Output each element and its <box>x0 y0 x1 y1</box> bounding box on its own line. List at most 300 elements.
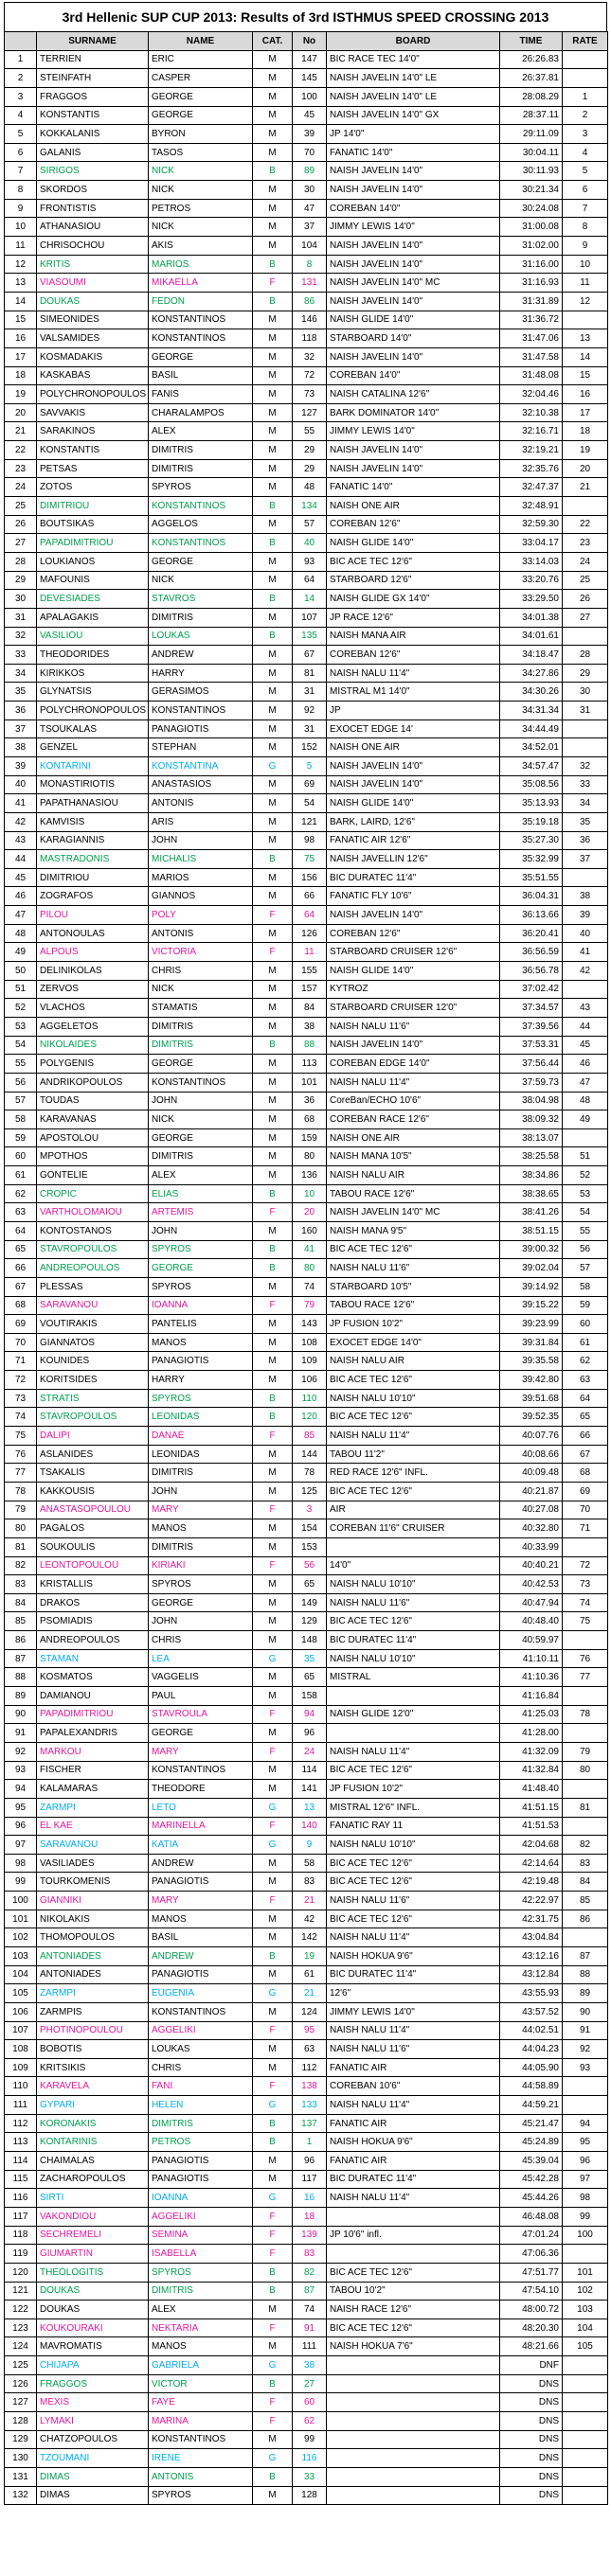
board-cell: BIC DURATEC 11'4" <box>327 2170 500 2189</box>
surname-cell: KARAGIANNIS <box>37 831 149 850</box>
number-cell: 40 <box>293 534 327 553</box>
rate-cell: 12 <box>563 292 608 311</box>
rate-cell: 68 <box>563 1464 608 1483</box>
rate-cell <box>563 738 608 757</box>
rank-cell: 86 <box>5 1631 37 1650</box>
name-cell: MANOS <box>149 1910 253 1928</box>
number-cell: 74 <box>293 1277 327 1296</box>
table-row <box>5 868 608 887</box>
header-number: No <box>293 32 327 51</box>
table-row <box>5 2486 608 2505</box>
board-cell: NAISH GLIDE 14'0" <box>327 962 500 981</box>
name-cell: MICHALIS <box>149 850 253 869</box>
rate-cell: 7 <box>563 199 608 218</box>
category-cell: M <box>253 329 293 348</box>
category-cell: F <box>253 1501 293 1519</box>
rank-cell: 33 <box>5 646 37 665</box>
board-cell: BIC ACE TEC 12'6" <box>327 1761 500 1780</box>
rate-cell: 53 <box>563 1184 608 1203</box>
board-cell: MISTRAL 12'6" INFL. <box>327 1798 500 1817</box>
rate-cell: 8 <box>563 218 608 237</box>
rank-cell: 50 <box>5 962 37 981</box>
category-cell: M <box>253 1128 293 1147</box>
name-cell: VICTOR <box>149 2374 253 2393</box>
number-cell: 86 <box>293 292 327 311</box>
table-row <box>5 218 608 237</box>
time-cell: 38:51.15 <box>500 1222 563 1241</box>
board-cell: STARBOARD CRUISER 12'0" <box>327 999 500 1018</box>
number-cell: 45 <box>293 106 327 125</box>
rate-cell <box>563 1780 608 1799</box>
table-row <box>5 571 608 590</box>
rank-cell: 19 <box>5 385 37 404</box>
number-cell: 117 <box>293 2170 327 2189</box>
category-cell: M <box>253 1222 293 1241</box>
category-cell: B <box>253 1946 293 1965</box>
table-row <box>5 1036 608 1055</box>
name-cell: ANDREW <box>149 1854 253 1873</box>
name-cell: VICTORIA <box>149 943 253 962</box>
category-cell: M <box>253 1464 293 1483</box>
name-cell: KONSTANTINOS <box>149 2002 253 2021</box>
surname-cell: KARAVANAS <box>37 1110 149 1129</box>
surname-cell: STAMAN <box>37 1649 149 1668</box>
category-cell: G <box>253 1649 293 1668</box>
time-cell: 34:57.47 <box>500 756 563 775</box>
surname-cell: GYPARI <box>37 2096 149 2115</box>
rate-cell: 96 <box>563 2152 608 2171</box>
rate-cell <box>563 1687 608 1706</box>
surname-cell: STRATIS <box>37 1389 149 1408</box>
time-cell: 36:56.59 <box>500 943 563 962</box>
rate-cell: 90 <box>563 2002 608 2021</box>
time-cell: 34:44.49 <box>500 720 563 738</box>
category-cell: F <box>253 2021 293 2040</box>
surname-cell: GIANNATOS <box>37 1333 149 1352</box>
rank-cell: 121 <box>5 2282 37 2301</box>
board-cell: NAISH MANA AIR <box>327 627 500 646</box>
rank-cell: 70 <box>5 1333 37 1352</box>
board-cell: NAISH RACE 12'6" <box>327 2301 500 2319</box>
rate-cell: 75 <box>563 1612 608 1631</box>
board-cell: NAISH JAVELIN 14'0" GX <box>327 106 500 125</box>
surname-cell: SAVVAKIS <box>37 403 149 422</box>
category-cell: M <box>253 2152 293 2171</box>
board-cell: BIC ACE TEC 12'6" <box>327 1371 500 1390</box>
rank-cell: 124 <box>5 2337 37 2356</box>
time-cell: 40:07.76 <box>500 1427 563 1446</box>
rank-cell: 83 <box>5 1575 37 1594</box>
category-cell: M <box>253 683 293 702</box>
number-cell: 5 <box>293 756 327 775</box>
time-cell: 39:35.58 <box>500 1352 563 1371</box>
rank-cell: 62 <box>5 1184 37 1203</box>
category-cell: M <box>253 999 293 1018</box>
surname-cell: STEINFATH <box>37 69 149 88</box>
name-cell: GEORGE <box>149 347 253 366</box>
number-cell: 69 <box>293 775 327 794</box>
number-cell: 38 <box>293 1017 327 1036</box>
table-row <box>5 1389 608 1408</box>
board-cell: FANATIC AIR <box>327 2114 500 2133</box>
surname-cell: GENZEL <box>37 738 149 757</box>
number-cell: 159 <box>293 1128 327 1147</box>
time-cell: 43:12.16 <box>500 1946 563 1965</box>
category-cell: M <box>253 422 293 441</box>
results-body <box>5 50 608 2505</box>
rate-cell: 83 <box>563 1854 608 1873</box>
number-cell: 137 <box>293 2114 327 2133</box>
number-cell: 41 <box>293 1240 327 1259</box>
time-cell: 42:04.68 <box>500 1836 563 1855</box>
rate-cell: 62 <box>563 1352 608 1371</box>
time-cell: 42:22.97 <box>500 1892 563 1910</box>
name-cell: HARRY <box>149 664 253 683</box>
name-cell: ALEX <box>149 2301 253 2319</box>
time-cell: 41:51.53 <box>500 1817 563 1836</box>
time-cell: 28:37.11 <box>500 106 563 125</box>
table-row <box>5 2318 608 2337</box>
surname-cell: SARAKINOS <box>37 422 149 441</box>
rate-cell: 93 <box>563 2058 608 2077</box>
rate-cell: 54 <box>563 1203 608 1222</box>
table-row <box>5 422 608 441</box>
time-cell: 31:31.89 <box>500 292 563 311</box>
name-cell: STAVROULA <box>149 1705 253 1724</box>
number-cell: 140 <box>293 1817 327 1836</box>
table-row <box>5 980 608 999</box>
surname-cell: VARTHOLOMAIOU <box>37 1203 149 1222</box>
name-cell: MIKAELLA <box>149 274 253 293</box>
rank-cell: 66 <box>5 1259 37 1278</box>
board-cell: COREBAN 12'6" <box>327 515 500 534</box>
time-cell: 31:02.00 <box>500 237 563 256</box>
time-cell: 38:04.98 <box>500 1092 563 1110</box>
time-cell: 39:42.80 <box>500 1371 563 1390</box>
table-row <box>5 2430 608 2449</box>
category-cell: F <box>253 2207 293 2226</box>
rank-cell: 37 <box>5 720 37 738</box>
number-cell: 146 <box>293 311 327 329</box>
rank-cell: 39 <box>5 756 37 775</box>
time-cell: 45:39.04 <box>500 2152 563 2171</box>
results-table <box>4 31 608 2505</box>
category-cell: M <box>253 962 293 981</box>
board-cell: STARBOARD CRUISER 12'6" <box>327 943 500 962</box>
category-cell: M <box>253 403 293 422</box>
rate-cell: 41 <box>563 943 608 962</box>
name-cell: GEORGE <box>149 1055 253 1074</box>
table-row <box>5 1277 608 1296</box>
rank-cell: 102 <box>5 1928 37 1947</box>
rate-cell: 21 <box>563 478 608 497</box>
table-row <box>5 1464 608 1483</box>
category-cell: M <box>253 1110 293 1129</box>
rate-cell <box>563 2096 608 2115</box>
rank-cell: 59 <box>5 1128 37 1147</box>
board-cell: NAISH JAVELIN 14'0" LE <box>327 87 500 106</box>
board-cell: FANATIC RAY 11 <box>327 1817 500 1836</box>
board-cell: NAISH JAVELIN 14'0" <box>327 775 500 794</box>
time-cell: 37:02.42 <box>500 980 563 999</box>
table-row <box>5 50 608 69</box>
number-cell: 63 <box>293 2040 327 2059</box>
board-cell: BIC ACE TEC 12'6" <box>327 1408 500 1427</box>
surname-cell: KOUNIDES <box>37 1352 149 1371</box>
name-cell: SPYROS <box>149 1389 253 1408</box>
name-cell: ISABELLA <box>149 2245 253 2264</box>
time-cell: 35:27.30 <box>500 831 563 850</box>
time-cell: 41:10.11 <box>500 1649 563 1668</box>
table-row <box>5 1296 608 1315</box>
rank-cell: 88 <box>5 1668 37 1687</box>
header-rate: RATE <box>563 32 608 51</box>
rank-cell: 47 <box>5 906 37 925</box>
rate-cell: 43 <box>563 999 608 1018</box>
rank-cell: 31 <box>5 608 37 627</box>
category-cell: M <box>253 1371 293 1390</box>
board-cell: STARBOARD 12'6" <box>327 571 500 590</box>
time-cell: 39:31.84 <box>500 1333 563 1352</box>
rate-cell: 16 <box>563 385 608 404</box>
table-row <box>5 1184 608 1203</box>
name-cell: MARINELLA <box>149 1817 253 1836</box>
name-cell: VAGGELIS <box>149 1668 253 1687</box>
name-cell: FAYE <box>149 2393 253 2412</box>
number-cell: 39 <box>293 125 327 144</box>
rank-cell: 119 <box>5 2245 37 2264</box>
name-cell: PANTELIS <box>149 1315 253 1334</box>
rank-cell: 28 <box>5 552 37 571</box>
header-rank <box>5 32 37 51</box>
name-cell: KONSTANTINOS <box>149 1073 253 1092</box>
time-cell: 31:00.08 <box>500 218 563 237</box>
time-cell: 44:58.89 <box>500 2077 563 2096</box>
board-cell: NAISH NALU AIR <box>327 1166 500 1185</box>
number-cell: 64 <box>293 906 327 925</box>
board-cell: NAISH NALU 11'4" <box>327 1742 500 1761</box>
board-cell: NAISH HOKUA 9'6" <box>327 2133 500 2152</box>
rate-cell: 35 <box>563 812 608 831</box>
number-cell: 13 <box>293 1798 327 1817</box>
board-cell: FANATIC 14'0" <box>327 143 500 162</box>
name-cell: PANAGIOTIS <box>149 1965 253 1984</box>
category-cell: M <box>253 794 293 813</box>
table-row <box>5 1445 608 1464</box>
board-cell: COREBAN 14'0" <box>327 366 500 385</box>
surname-cell: TERRIEN <box>37 50 149 69</box>
surname-cell: DIMITRIOU <box>37 497 149 516</box>
number-cell: 142 <box>293 1928 327 1947</box>
rate-cell: 22 <box>563 515 608 534</box>
board-cell: NAISH JAVELIN 14'0" <box>327 459 500 478</box>
name-cell: GEORGE <box>149 106 253 125</box>
table-row <box>5 1556 608 1575</box>
rate-cell: 89 <box>563 1984 608 2003</box>
surname-cell: KONSTANTIS <box>37 441 149 460</box>
number-cell: 70 <box>293 143 327 162</box>
name-cell: ARTEMIS <box>149 1203 253 1222</box>
number-cell: 158 <box>293 1687 327 1706</box>
surname-cell: DALIPI <box>37 1427 149 1446</box>
table-row <box>5 1761 608 1780</box>
table-row <box>5 2263 608 2282</box>
rate-cell <box>563 1128 608 1147</box>
board-cell: MISTRAL M1 14'0" <box>327 683 500 702</box>
rank-cell: 56 <box>5 1073 37 1092</box>
board-cell: NAISH JAVELIN 14'0" <box>327 906 500 925</box>
time-cell: DNS <box>500 2486 563 2505</box>
time-cell: 47:51.77 <box>500 2263 563 2282</box>
time-cell: 45:44.26 <box>500 2189 563 2208</box>
name-cell: PAUL <box>149 1687 253 1706</box>
time-cell: 32:47.37 <box>500 478 563 497</box>
rate-cell: 69 <box>563 1482 608 1501</box>
table-row <box>5 2021 608 2040</box>
rank-cell: 60 <box>5 1147 37 1166</box>
time-cell: 47:01.24 <box>500 2226 563 2245</box>
category-cell: M <box>253 924 293 943</box>
board-cell: NAISH MANA 10'5" <box>327 1147 500 1166</box>
category-cell: M <box>253 69 293 88</box>
number-cell: 109 <box>293 1352 327 1371</box>
time-cell: 37:53.31 <box>500 1036 563 1055</box>
board-cell: MISTRAL <box>327 1668 500 1687</box>
time-cell: 41:32.09 <box>500 1742 563 1761</box>
table-row <box>5 2152 608 2171</box>
rank-cell: 101 <box>5 1910 37 1928</box>
board-cell: BIC DURATEC 11'4" <box>327 1965 500 1984</box>
name-cell: MANOS <box>149 1333 253 1352</box>
rate-cell: 29 <box>563 664 608 683</box>
name-cell: PANAGIOTIS <box>149 720 253 738</box>
rank-cell: 63 <box>5 1203 37 1222</box>
number-cell: 154 <box>293 1519 327 1538</box>
surname-cell: ANASTASOPOULOU <box>37 1501 149 1519</box>
table-row <box>5 1240 608 1259</box>
surname-cell: KOSMADAKIS <box>37 347 149 366</box>
number-cell: 153 <box>293 1537 327 1556</box>
surname-cell: CROPIC <box>37 1184 149 1203</box>
category-cell: M <box>253 181 293 200</box>
board-cell: NAISH JAVELIN 14'0" <box>327 255 500 274</box>
category-cell: M <box>253 2170 293 2189</box>
category-cell: B <box>253 1184 293 1203</box>
rank-cell: 98 <box>5 1854 37 1873</box>
rate-cell <box>563 2430 608 2449</box>
board-cell: TABOU RACE 12'6" <box>327 1296 500 1315</box>
time-cell: 35:51.55 <box>500 868 563 887</box>
number-cell: 156 <box>293 868 327 887</box>
board-cell: NAISH NALU 10'10" <box>327 1575 500 1594</box>
number-cell: 64 <box>293 571 327 590</box>
category-cell: M <box>253 702 293 720</box>
time-cell: 36:04.31 <box>500 887 563 906</box>
category-cell: M <box>253 552 293 571</box>
rate-cell <box>563 720 608 738</box>
time-cell: 42:19.48 <box>500 1873 563 1892</box>
number-cell: 127 <box>293 403 327 422</box>
surname-cell: DAMIANOU <box>37 1687 149 1706</box>
category-cell: M <box>253 515 293 534</box>
number-cell: 3 <box>293 1501 327 1519</box>
surname-cell: DIMAS <box>37 2467 149 2486</box>
surname-cell: DOUKAS <box>37 2282 149 2301</box>
surname-cell: ZARMPI <box>37 1984 149 2003</box>
time-cell: 34:31.34 <box>500 702 563 720</box>
name-cell: AKIS <box>149 237 253 256</box>
category-cell: F <box>253 1296 293 1315</box>
table-row <box>5 775 608 794</box>
rank-cell: 14 <box>5 292 37 311</box>
board-cell: BIC ACE TEC 12'6" <box>327 1873 500 1892</box>
board-cell <box>327 2393 500 2412</box>
board-cell: BIC ACE TEC 12'6" <box>327 552 500 571</box>
rank-cell: 103 <box>5 1946 37 1965</box>
rate-cell: 9 <box>563 237 608 256</box>
number-cell: 104 <box>293 237 327 256</box>
board-cell <box>327 2207 500 2226</box>
category-cell: B <box>253 255 293 274</box>
surname-cell: TSOUKALAS <box>37 720 149 738</box>
time-cell: 34:30.26 <box>500 683 563 702</box>
table-row <box>5 347 608 366</box>
category-cell: B <box>253 1036 293 1055</box>
surname-cell: DIMAS <box>37 2486 149 2505</box>
category-cell: M <box>253 237 293 256</box>
category-cell: M <box>253 1631 293 1650</box>
category-cell: F <box>253 1817 293 1836</box>
name-cell: GEORGE <box>149 1724 253 1743</box>
rate-cell: 25 <box>563 571 608 590</box>
number-cell: 29 <box>293 441 327 460</box>
rank-cell: 128 <box>5 2412 37 2431</box>
name-cell: AGGELIKI <box>149 2207 253 2226</box>
time-cell: 32:59.30 <box>500 515 563 534</box>
table-row <box>5 1575 608 1594</box>
board-cell: NAISH JAVELIN 14'0" <box>327 1036 500 1055</box>
number-cell: 31 <box>293 720 327 738</box>
number-cell: 48 <box>293 478 327 497</box>
category-cell: M <box>253 868 293 887</box>
rate-cell: 60 <box>563 1315 608 1334</box>
name-cell: GIANNOS <box>149 887 253 906</box>
category-cell: M <box>253 812 293 831</box>
name-cell: KONSTANTINOS <box>149 702 253 720</box>
board-cell: NAISH ONE AIR <box>327 497 500 516</box>
number-cell: 118 <box>293 329 327 348</box>
rank-cell: 129 <box>5 2430 37 2449</box>
number-cell: 66 <box>293 887 327 906</box>
rank-cell: 92 <box>5 1742 37 1761</box>
surname-cell: THEOLOGITIS <box>37 2263 149 2282</box>
rank-cell: 38 <box>5 738 37 757</box>
time-cell: 41:48.40 <box>500 1780 563 1799</box>
rate-cell: 23 <box>563 534 608 553</box>
rate-cell: 88 <box>563 1965 608 1984</box>
table-row <box>5 1371 608 1390</box>
number-cell: 30 <box>293 181 327 200</box>
name-cell: ALEX <box>149 1166 253 1185</box>
time-cell: 40:48.40 <box>500 1612 563 1631</box>
category-cell: M <box>253 1352 293 1371</box>
category-cell: M <box>253 125 293 144</box>
rank-cell: 10 <box>5 218 37 237</box>
surname-cell: NIKOLAKIS <box>37 1910 149 1928</box>
table-row <box>5 1836 608 1855</box>
category-cell: M <box>253 2301 293 2319</box>
time-cell: 44:04.23 <box>500 2040 563 2059</box>
